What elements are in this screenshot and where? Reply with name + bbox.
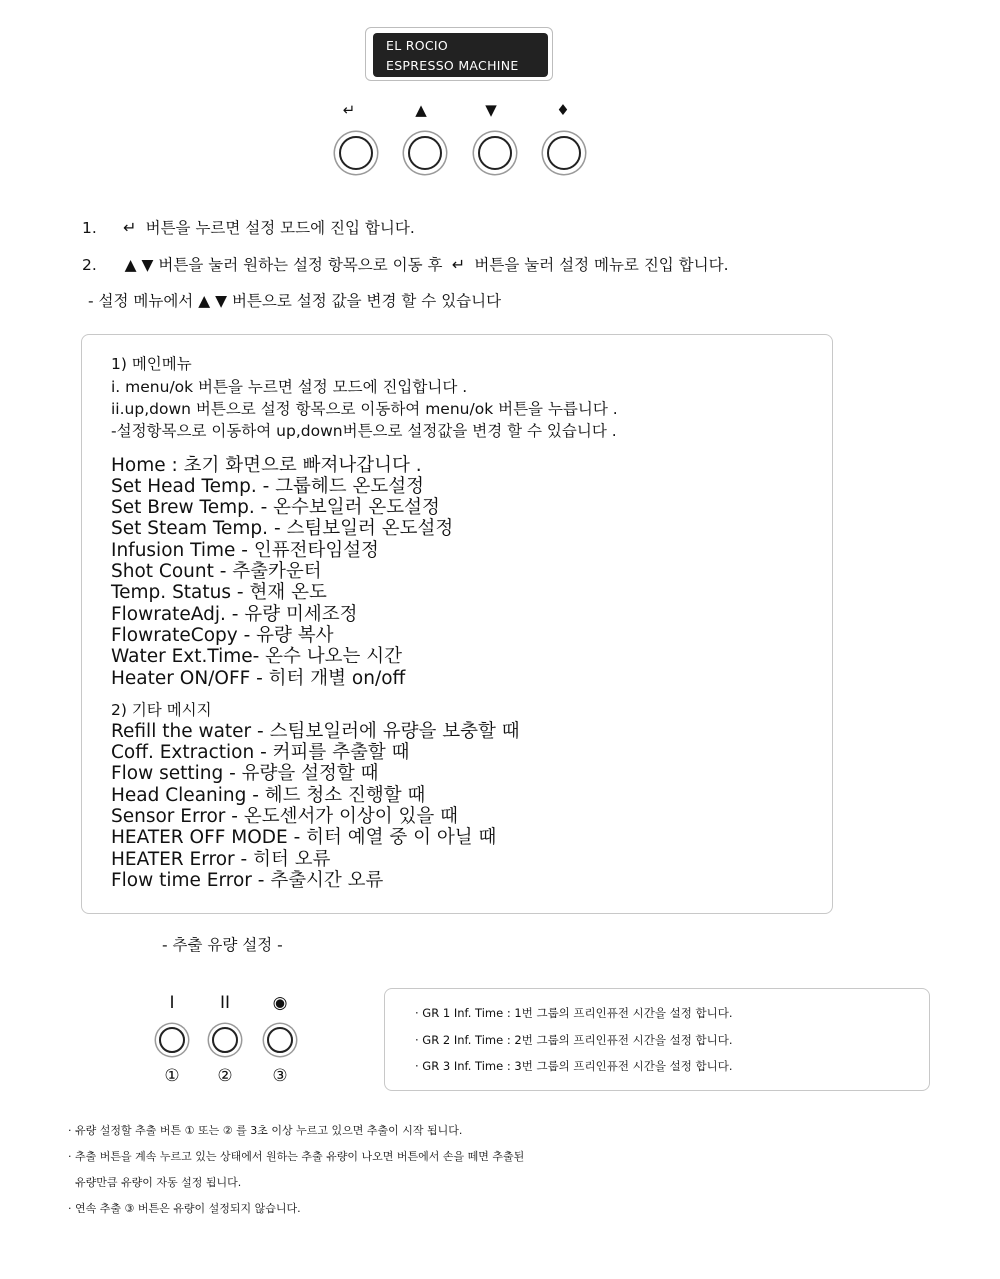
double-shot-icon: II [219,993,231,1013]
message-item: Coff. Extraction - 커피를 추출할 때 [111,742,410,763]
main-menu-intro-2: ii.up,down 버튼으로 설정 항목으로 이동하여 menu/ok 버튼을 누릅니다 . [111,400,618,418]
main-menu-intro-1: i. menu/ok 버튼을 누르면 설정 모드에 진입합니다 . [111,378,468,396]
menu-item: FlowrateCopy - 유량 복사 [111,625,334,646]
footer-note-2: · 추출 버튼을 계속 누르고 있는 상태에서 원하는 추출 유량이 나오면 버튼에서 손을 떼면 추출된 [68,1150,525,1163]
footer-note-1: · 유량 설정할 추출 버튼 ① 또는 ② 를 3초 이상 누르고 있으면 추출이 시작 됩니다. [68,1124,463,1137]
menu-item: FlowrateAdj. - 유량 미세조정 [111,604,358,625]
instruction-note [88,290,501,312]
up-down-arrows-icon: ▲ ▼ [124,256,154,274]
gr-line-3: · GR 3 Inf. Time : 3번 그룹의 프리인퓨전 시간을 설정 합니다. [415,1059,733,1073]
step-2-text-b: 버튼을 눌러 설정 메뉴로 진입 합니다. [474,256,729,274]
message-item: Head Cleaning - 헤드 청소 진행할 때 [111,785,426,806]
menu-item: Heater ON/OFF - 히터 개별 on/off [111,668,406,689]
up-button[interactable] [408,136,442,170]
button-1-number: ① [164,1066,180,1086]
footer-note-4: · 연속 추출 ③ 버튼은 유량이 설정되지 않습니다. [68,1202,301,1215]
instruction-step-2 [82,254,729,276]
display-line-1: EL ROCIO [386,38,449,53]
step-1-number: 1. [82,219,97,237]
up-down-arrows-icon: ▲ ▼ [198,292,228,310]
button-2-number: ② [217,1066,233,1086]
enter-icon: ↵ [342,101,356,119]
button-3-number: ③ [272,1066,288,1086]
instruction-step-1 [82,217,415,239]
note-text: 버튼으로 설정 값을 변경 할 수 있습니다 [231,292,502,310]
continuous-icon: ◉ [272,993,288,1013]
menu-item: Home : 초기 화면으로 빠져나갑니다 . [111,455,422,476]
other-messages-heading: 2) 기타 메시지 [111,701,212,719]
flow-section-title: - 추출 유량 설정 - [162,936,283,954]
step-1-text: 버튼을 누르면 설정 모드에 진입 합니다. [145,219,415,237]
up-arrow-icon: ▲ [415,101,427,119]
gr-line-2: · GR 2 Inf. Time : 2번 그룹의 프리인퓨전 시간을 설정 합니다. [415,1033,733,1047]
menu-item: Shot Count - 추출카운터 [111,561,322,582]
down-button[interactable] [478,136,512,170]
gr-line-1: · GR 1 Inf. Time : 1번 그룹의 프리인퓨전 시간을 설정 합니다. [415,1006,733,1020]
menu-item: Set Brew Temp. - 온수보일러 온도설정 [111,497,440,518]
main-menu-intro-3: -설정항목으로 이동하여 up,down버튼으로 설정값을 변경 할 수 있습니다 . [111,422,617,440]
message-item: Sensor Error - 온도센서가 이상이 있을 때 [111,806,459,827]
menu-item: Temp. Status - 현재 온도 [111,582,327,603]
footer-note-3: 유량만큼 유량이 자동 설정 됩니다. [68,1176,242,1189]
enter-button[interactable] [339,136,373,170]
message-item: HEATER Error - 히터 오류 [111,849,331,870]
note-prefix: - 설정 메뉴에서 [88,292,194,310]
button-2[interactable] [212,1027,238,1053]
message-item: Flow time Error - 추출시간 오류 [111,870,384,891]
message-item: Refill the water - 스팀보일러에 유량을 보충할 때 [111,721,520,742]
lcd-display [373,33,548,77]
button-3[interactable] [267,1027,293,1053]
display-line-2: ESPRESSO MACHINE [386,58,519,73]
enter-icon: ↵ [451,255,466,274]
main-menu-heading: 1) 메인메뉴 [111,355,192,373]
single-shot-icon: I [169,993,175,1013]
menu-item: Water Ext.Time- 온수 나오는 시간 [111,646,403,667]
down-arrow-icon: ▼ [485,101,497,119]
menu-item: Set Steam Temp. - 스팀보일러 온도설정 [111,518,454,539]
enter-icon: ↵ [122,218,137,237]
button-1[interactable] [159,1027,185,1053]
menu-item: Infusion Time - 인퓨전타임설정 [111,540,379,561]
water-button[interactable] [547,136,581,170]
message-item: Flow setting - 유량을 설정할 때 [111,763,379,784]
message-item: HEATER OFF MODE - 히터 예열 중 이 아닐 때 [111,827,497,848]
step-2-number: 2. [82,256,97,274]
step-2-text-a: 버튼을 눌러 원하는 설정 항목으로 이동 후 [158,256,443,274]
menu-item: Set Head Temp. - 그룹헤드 온도설정 [111,476,424,497]
water-drop-icon: ♦ [556,101,570,119]
